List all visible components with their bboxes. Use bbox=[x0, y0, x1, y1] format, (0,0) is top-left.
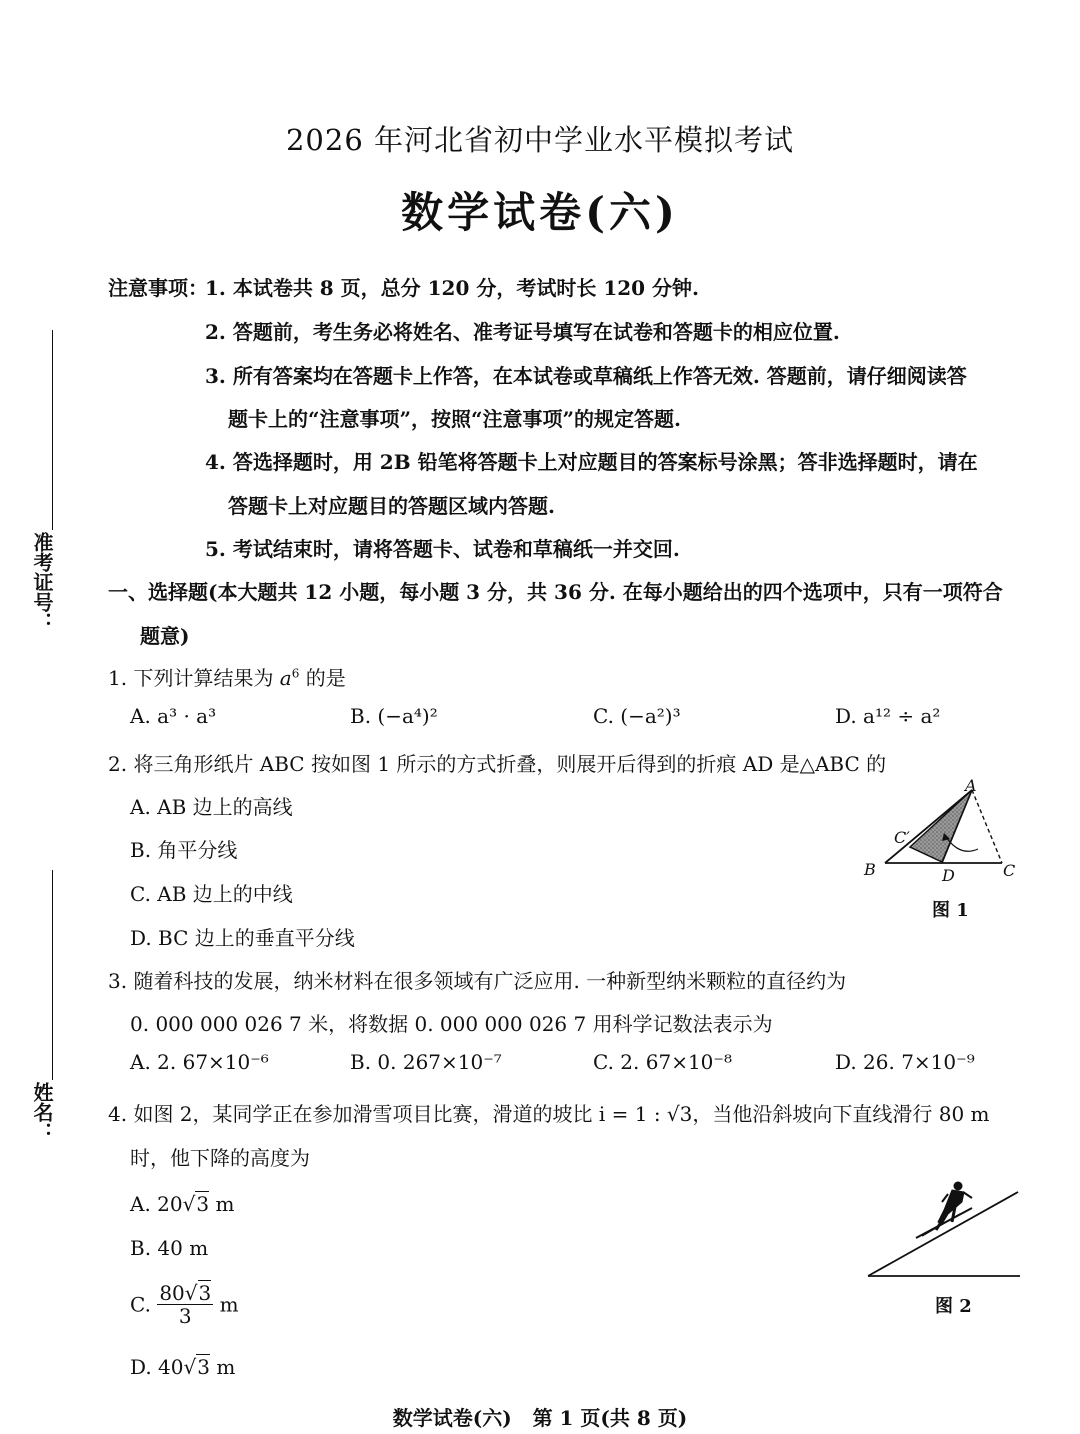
name-rule bbox=[52, 870, 53, 1080]
exam-id-label: 准考证号： bbox=[30, 532, 54, 632]
q1-stem: 1. 下列计算结果为 $a^6$ 的是 bbox=[108, 666, 346, 690]
q4-stem-line2: 时，他下降的高度为 bbox=[130, 1146, 310, 1170]
edge-ac-dashed bbox=[972, 790, 1002, 863]
q4-option-b: B. 40 m bbox=[130, 1236, 209, 1260]
q3-option-b: B. 0. 267×10⁻⁷ bbox=[350, 1050, 502, 1074]
page-footer: 数学试卷(六) 第 1 页(共 8 页) bbox=[392, 1406, 688, 1430]
exam-id-rule bbox=[52, 330, 53, 530]
q3-option-c: C. 2. 67×10⁻⁸ bbox=[593, 1050, 732, 1074]
point-b-label: B bbox=[864, 860, 876, 879]
figure-2-ski-slope bbox=[860, 1178, 1030, 1283]
q2-option-b: B. 角平分线 bbox=[130, 838, 238, 862]
section-heading: 一、选择题(本大题共 12 小题，每小题 3 分，共 36 分. 在每小题给出的四个选项中，只有一项符合 bbox=[108, 580, 1003, 604]
q1-option-b: B. (−a⁴)² bbox=[350, 704, 438, 728]
q1-option-a: A. a³ · a³ bbox=[130, 704, 217, 728]
notice-item-1: 1. 本试卷共 8 页，总分 120 分，考试时长 120 分钟. bbox=[205, 276, 699, 300]
point-d-label: D bbox=[942, 866, 955, 885]
q3-option-d: D. 26. 7×10⁻⁹ bbox=[835, 1050, 975, 1074]
q4-option-c-fraction: $\frac{80√3}{3}$ bbox=[159, 1281, 212, 1328]
point-a-label: A bbox=[965, 776, 977, 795]
name-label: 姓名： bbox=[30, 1082, 54, 1142]
q3-option-a: A. 2. 67×10⁻⁶ bbox=[130, 1050, 269, 1074]
folded-region bbox=[910, 790, 972, 862]
point-c-prime-label: C′ bbox=[894, 828, 910, 847]
q2-option-a: A. AB 边上的高线 bbox=[130, 795, 293, 819]
q2-option-c: C. AB 边上的中线 bbox=[130, 882, 293, 906]
notice-item-4a: 4. 答选择题时，用 2B 铅笔将答题卡上对应题目的答案标号涂黑；答非选择题时，请在 bbox=[205, 450, 978, 474]
q1-option-d: D. a¹² ÷ a² bbox=[835, 704, 941, 728]
notice-item-5: 5. 考试结束时，请将答题卡、试卷和草稿纸一并交回. bbox=[205, 537, 680, 561]
q4-option-a: A. 20√3 m bbox=[130, 1192, 235, 1216]
q1-option-c: C. (−a²)³ bbox=[593, 704, 681, 728]
exam-title: 2026 年河北省初中学业水平模拟考试 bbox=[285, 123, 795, 157]
q2-option-d: D. BC 边上的垂直平分线 bbox=[130, 926, 355, 950]
figure-1-caption: 图 1 bbox=[932, 900, 969, 921]
q4-stem-line1: 4. 如图 2，某同学正在参加滑雪项目比赛，滑道的坡比 i = 1 : √3，当他沿斜坡向下直线滑行 80 m bbox=[108, 1102, 990, 1126]
q2-stem: 2. 将三角形纸片 ABC 按如图 1 所示的方式折叠，则展开后得到的折痕 AD 是△ABC 的 bbox=[108, 752, 887, 776]
paper-title: 数学试卷(六) bbox=[401, 188, 679, 237]
section-heading-cont: 题意) bbox=[140, 624, 190, 648]
point-c-label: C bbox=[1003, 861, 1016, 880]
notice-item-3b: 题卡上的“注意事项”，按照“注意事项”的规定答题. bbox=[228, 407, 681, 431]
q4-option-d: D. 40√3 m bbox=[130, 1355, 236, 1379]
q4-option-c: C. $\frac{80√3}{3}$ m bbox=[130, 1281, 239, 1328]
notice-item-2: 2. 答题前，考生务必将姓名、准考证号填写在试卷和答题卡的相应位置. bbox=[205, 320, 840, 344]
slope-line bbox=[868, 1192, 1018, 1276]
q3-stem-line2: 0. 000 000 026 7 米，将数据 0. 000 000 026 7 用科学记数法表示为 bbox=[130, 1012, 773, 1036]
notice-item-3a: 3. 所有答案均在答题卡上作答，在本试卷或草稿纸上作答无效. 答题前，请仔细阅读答 bbox=[205, 364, 967, 388]
notice-item-4b: 答题卡上对应题目的答题区域内答题. bbox=[228, 494, 555, 518]
skier-icon bbox=[916, 1182, 972, 1238]
notice-label: 注意事项： bbox=[108, 276, 208, 300]
q3-stem-line1: 3. 随着科技的发展，纳米材料在很多领域有广泛应用. 一种新型纳米颗粒的直径约为 bbox=[108, 969, 847, 993]
figure-2-caption: 图 2 bbox=[935, 1296, 972, 1317]
